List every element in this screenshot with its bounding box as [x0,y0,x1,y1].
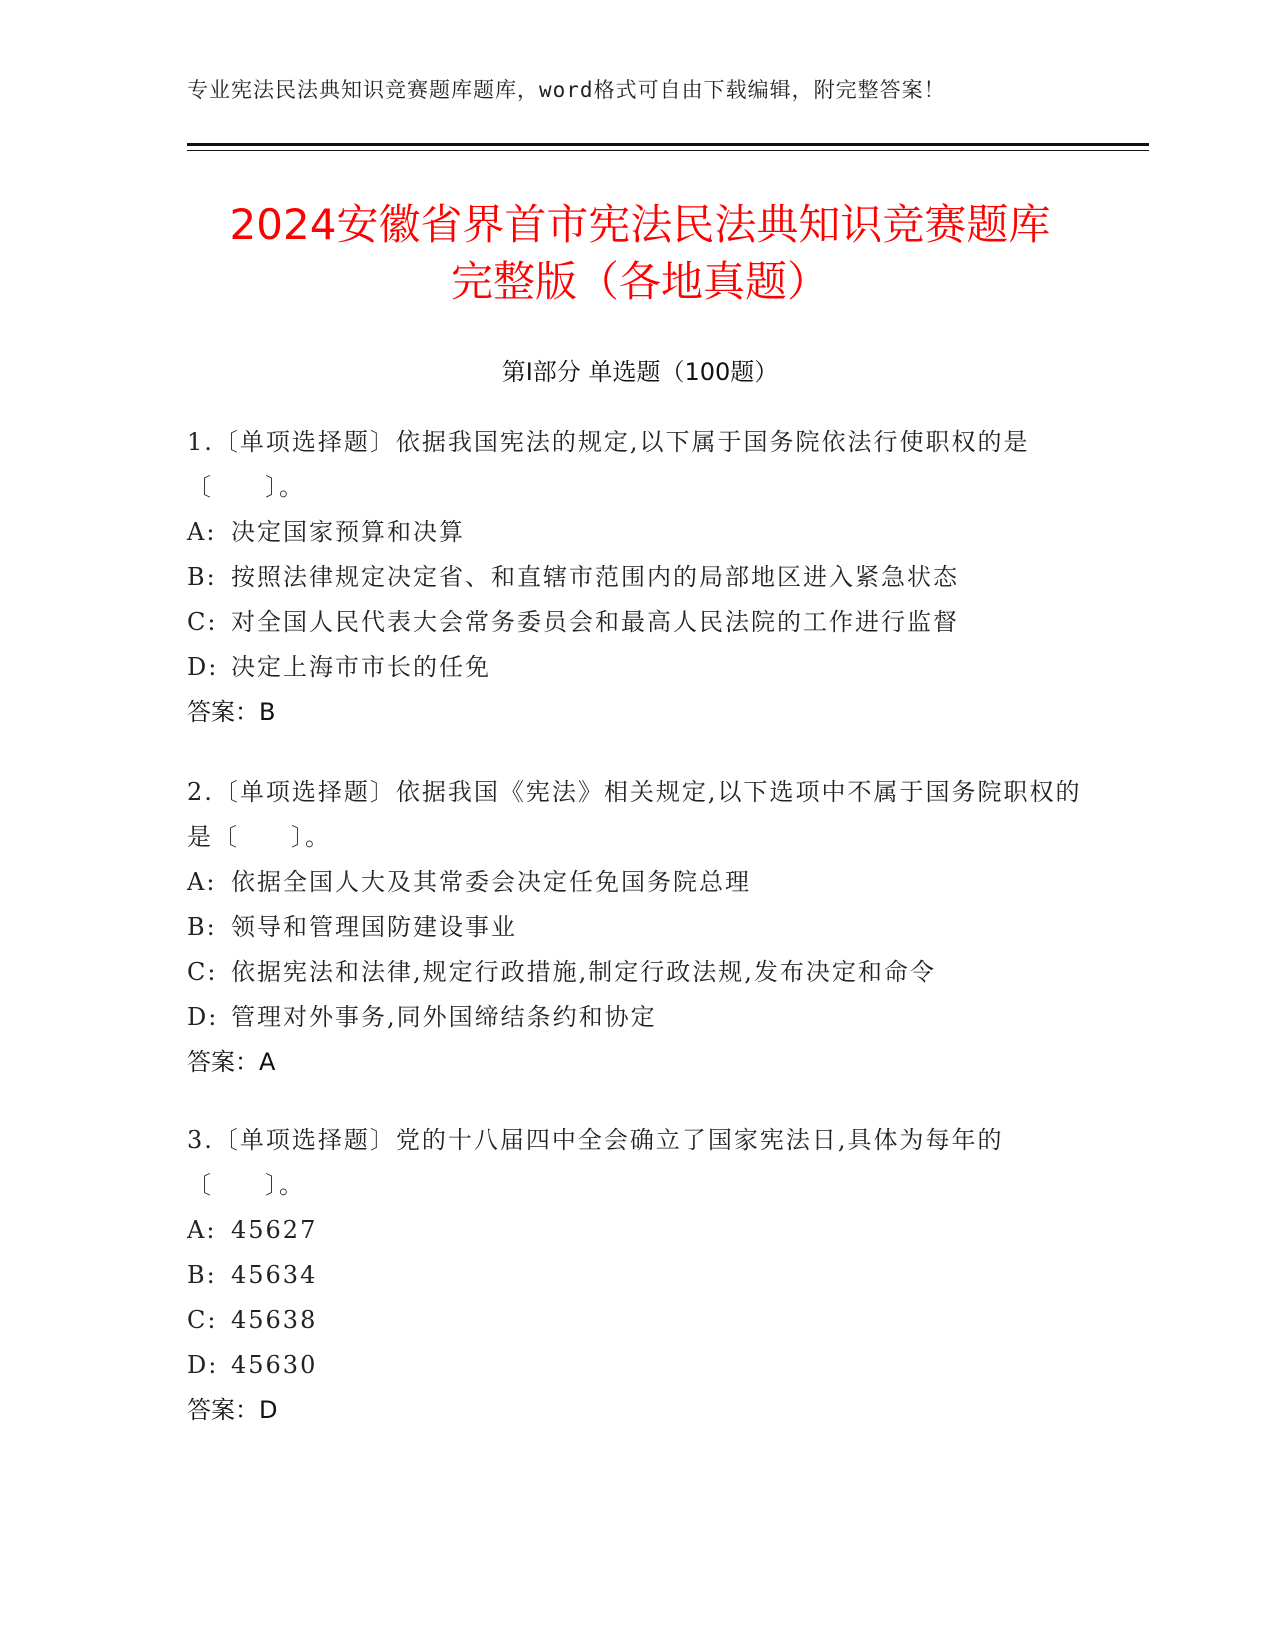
option-letter: D: [187,653,219,681]
question-2 [187,770,1087,1085]
option-d [187,1343,1087,1388]
question-1 [187,420,1087,735]
option-text: 45627 [231,1216,318,1244]
question-stem: 2.〔单项选择题〕依据我国《宪法》相关规定,以下选项中不属于国务院职权的是〔 〕。 [187,778,1082,851]
option-text: 决定国家预算和决算 [231,518,465,546]
option-a [187,1208,1087,1253]
title-line-1: 2024安徽省界首市宪法民法典知识竞赛题库 [229,200,1051,249]
option-text: 按照法律规定决定省、和直辖市范围内的局部地区进入紧急状态 [231,563,959,591]
option-letter: B: [187,1261,217,1289]
option-letter: A: [187,1216,217,1244]
option-letter: A: [187,518,217,546]
header-note: 专业宪法民法典知识竞赛题库题库，word格式可自由下载编辑，附完整答案！ [187,78,946,102]
option-c [187,1298,1087,1343]
answer: 答案：B [187,698,276,726]
option-b [187,905,1087,950]
option-a [187,860,1087,905]
header-rule-thick [187,143,1149,146]
option-c [187,600,1087,645]
option-c [187,950,1087,995]
section-title: 第Ⅰ部分 单选题（100题） [501,358,779,386]
option-letter: C: [187,608,218,636]
option-text: 管理对外事务,同外国缔结条约和协定 [231,1003,657,1031]
option-text: 45630 [231,1351,318,1379]
title-line-2: 完整版（各地真题） [450,257,829,306]
option-text: 45638 [231,1306,318,1334]
option-letter: C: [187,1306,218,1334]
option-d [187,645,1087,690]
answer: 答案：D [187,1396,278,1424]
option-letter: D: [187,1351,219,1379]
option-text: 对全国人民代表大会常务委员会和最高人民法院的工作进行监督 [231,608,959,636]
question-3 [187,1118,1087,1433]
option-letter: D: [187,1003,219,1031]
document-title [140,196,1140,310]
option-letter: B: [187,913,217,941]
option-text: 决定上海市市长的任免 [231,653,491,681]
option-text: 依据全国人大及其常委会决定任免国务院总理 [231,868,751,896]
option-text: 45634 [231,1261,318,1289]
option-text: 依据宪法和法律,规定行政措施,制定行政法规,发布决定和命令 [231,958,936,986]
option-b [187,1253,1087,1298]
option-letter: B: [187,563,217,591]
question-stem: 1.〔单项选择题〕依据我国宪法的规定,以下属于国务院依法行使职权的是〔 〕。 [187,428,1030,501]
option-d [187,995,1087,1040]
header-rule-thin [187,150,1149,151]
option-a [187,510,1087,555]
answer: 答案：A [187,1048,276,1076]
option-b [187,555,1087,600]
option-letter: A: [187,868,217,896]
option-letter: C: [187,958,218,986]
option-text: 领导和管理国防建设事业 [231,913,517,941]
question-stem: 3.〔单项选择题〕党的十八届四中全会确立了国家宪法日,具体为每年的〔 〕。 [187,1126,1004,1199]
